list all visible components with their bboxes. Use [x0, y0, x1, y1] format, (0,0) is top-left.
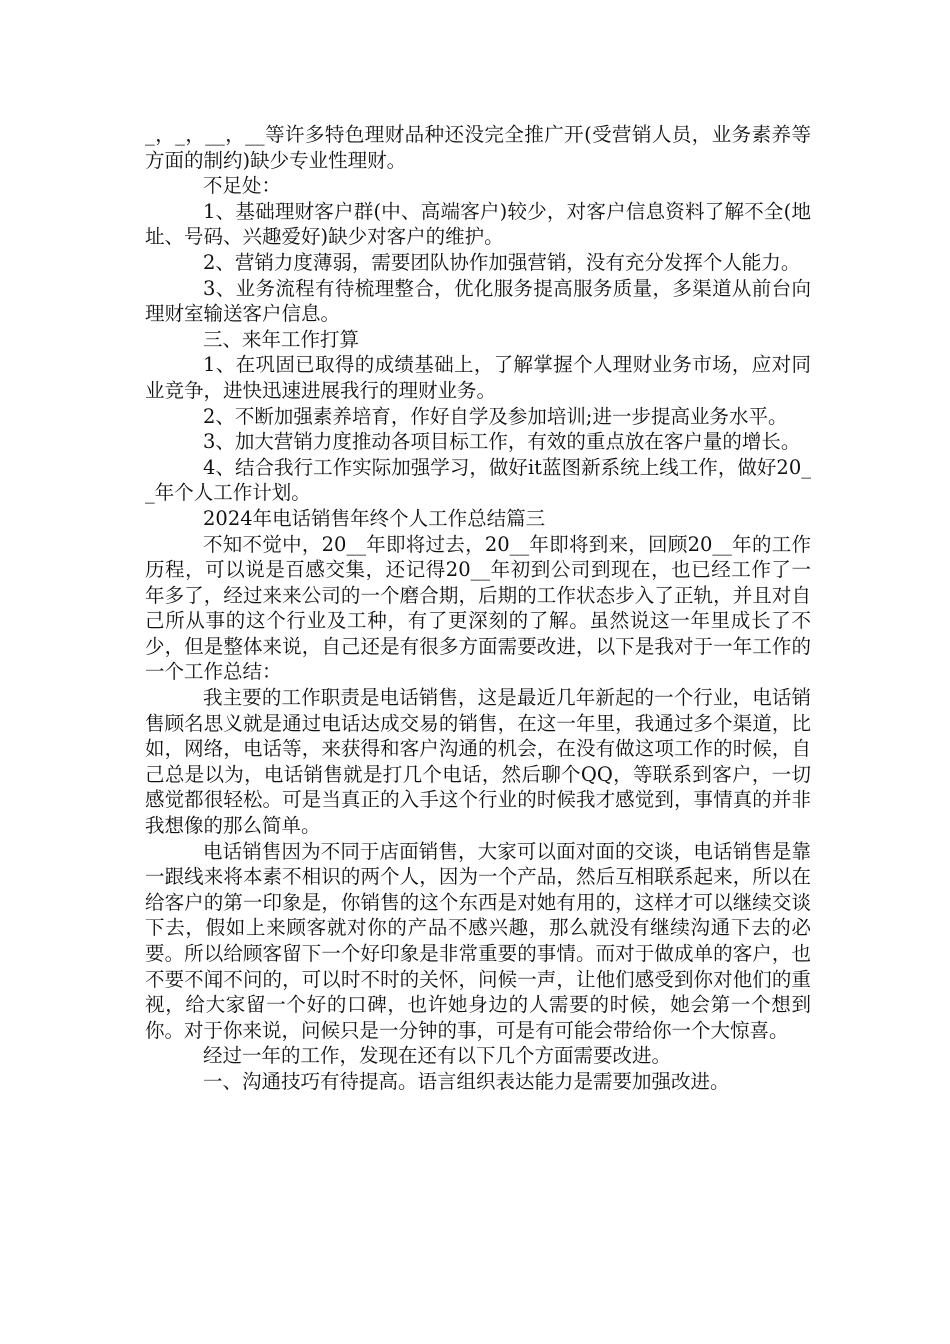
paragraph-improvement-1: 一、沟通技巧有待提高。语言组织表达能力是需要加强改进。 [203, 1069, 730, 1093]
document-page [145, 122, 811, 1095]
paragraph-job-duty: 我主要的工作职责是电话销售，这是最近几年新起的一个行业，电话销售顾名思义就是通过电话达成交易的销售，在这一年里，我通过多个渠道，比如，网络，电话等，来获得和客户沟通的机会，在没有做这项工作的时候，自己总是以为，电话销售就是打几个电话，然后聊个QQ，等联系到客户，一切感觉都很轻松。可是当真正的入手这个行业的时候我才感觉到，事情真的并非我想像的那么简单。 [145, 686, 811, 838]
paragraph-intro: _，_，__，__等许多特色理财品种还没完全推广开(受营销人员，业务素养等方面的制约)缺少专业性理财。 [145, 123, 811, 172]
paragraph-plan-2: 2、不断加强素养培育，作好自学及参加培训;进一步提高业务水平。 [203, 404, 788, 428]
paragraph-shortcoming-3: 3、业务流程有待梳理整合，优化服务提高服务质量，多渠道从前台向理财室输送客户信息。 [145, 276, 811, 326]
paragraph-shortcoming-1: 1、基础理财客户群(中、高端客户)较少，对客户信息资料了解不全(地址、号码、兴趣爱好)缺少对客户的维护。 [145, 199, 811, 249]
paragraph-plan-3: 3、加大营销力度推动各项目标工作，有效的重点放在客户量的增长。 [203, 430, 801, 454]
paragraph-review: 不知不觉中，20__年即将过去，20__年即将到来，回顾20__年的工作历程，可以说是百感交集，还记得20__年初到公司到现在，也已经工作了一年多了，经过来来公司的一个磨合期，后期的工作状态步入了正轨，并且对自己所从事的这个行业及工种，有了更深刻的了解。虽然说这一年里成长了不少，但是整体来说，自己还是有很多方面需要改进，以下是我对于一年工作的一个工作总结： [145, 532, 811, 684]
paragraph-phone-sales: 电话销售因为不同于店面销售，大家可以面对面的交谈，电话销售是靠一跟线来将本素不相识的两个人，因为一个产品，然后互相联系起来，所以在给客户的第一印象是，你销售的这个东西是对她有用的，这样才可以继续交谈下去，假如上来顾客就对你的产品不感兴趣，那么就没有继续沟通下去的必要。所以给顾客留下一个好印象是非常重要的事情。而对于做成单的客户，也不要不闻不问的，可以时不时的关怀，问候一声，让他们感受到你对他们的重视，给大家留一个好的口碑，也许她身边的人需要的时候，她会第一个想到你。对于你来说，问候只是一分钟的事，可是有可能会带给你一个大惊喜。 [145, 839, 811, 1042]
heading-article-three: 2024年电话销售年终个人工作总结篇三 [203, 506, 546, 530]
paragraph-improvements: 经过一年的工作，发现在还有以下几个方面需要改进。 [203, 1044, 672, 1068]
paragraph-shortcoming-2: 2、营销力度薄弱，需要团队协作加强营销，没有充分发挥个人能力。 [203, 250, 801, 274]
heading-next-year-plan: 三、来年工作打算 [203, 327, 360, 351]
heading-shortcomings: 不足处： [203, 174, 282, 198]
paragraph-plan-1: 1、在巩固已取得的成绩基础上，了解掌握个人理财业务市场，应对同业竞争，进快迅速进展我行的理财业务。 [145, 353, 811, 402]
paragraph-plan-4: 4、结合我行工作实际加强学习，做好it蓝图新系统上线工作，做好20__年个人工作计划。 [145, 455, 811, 505]
